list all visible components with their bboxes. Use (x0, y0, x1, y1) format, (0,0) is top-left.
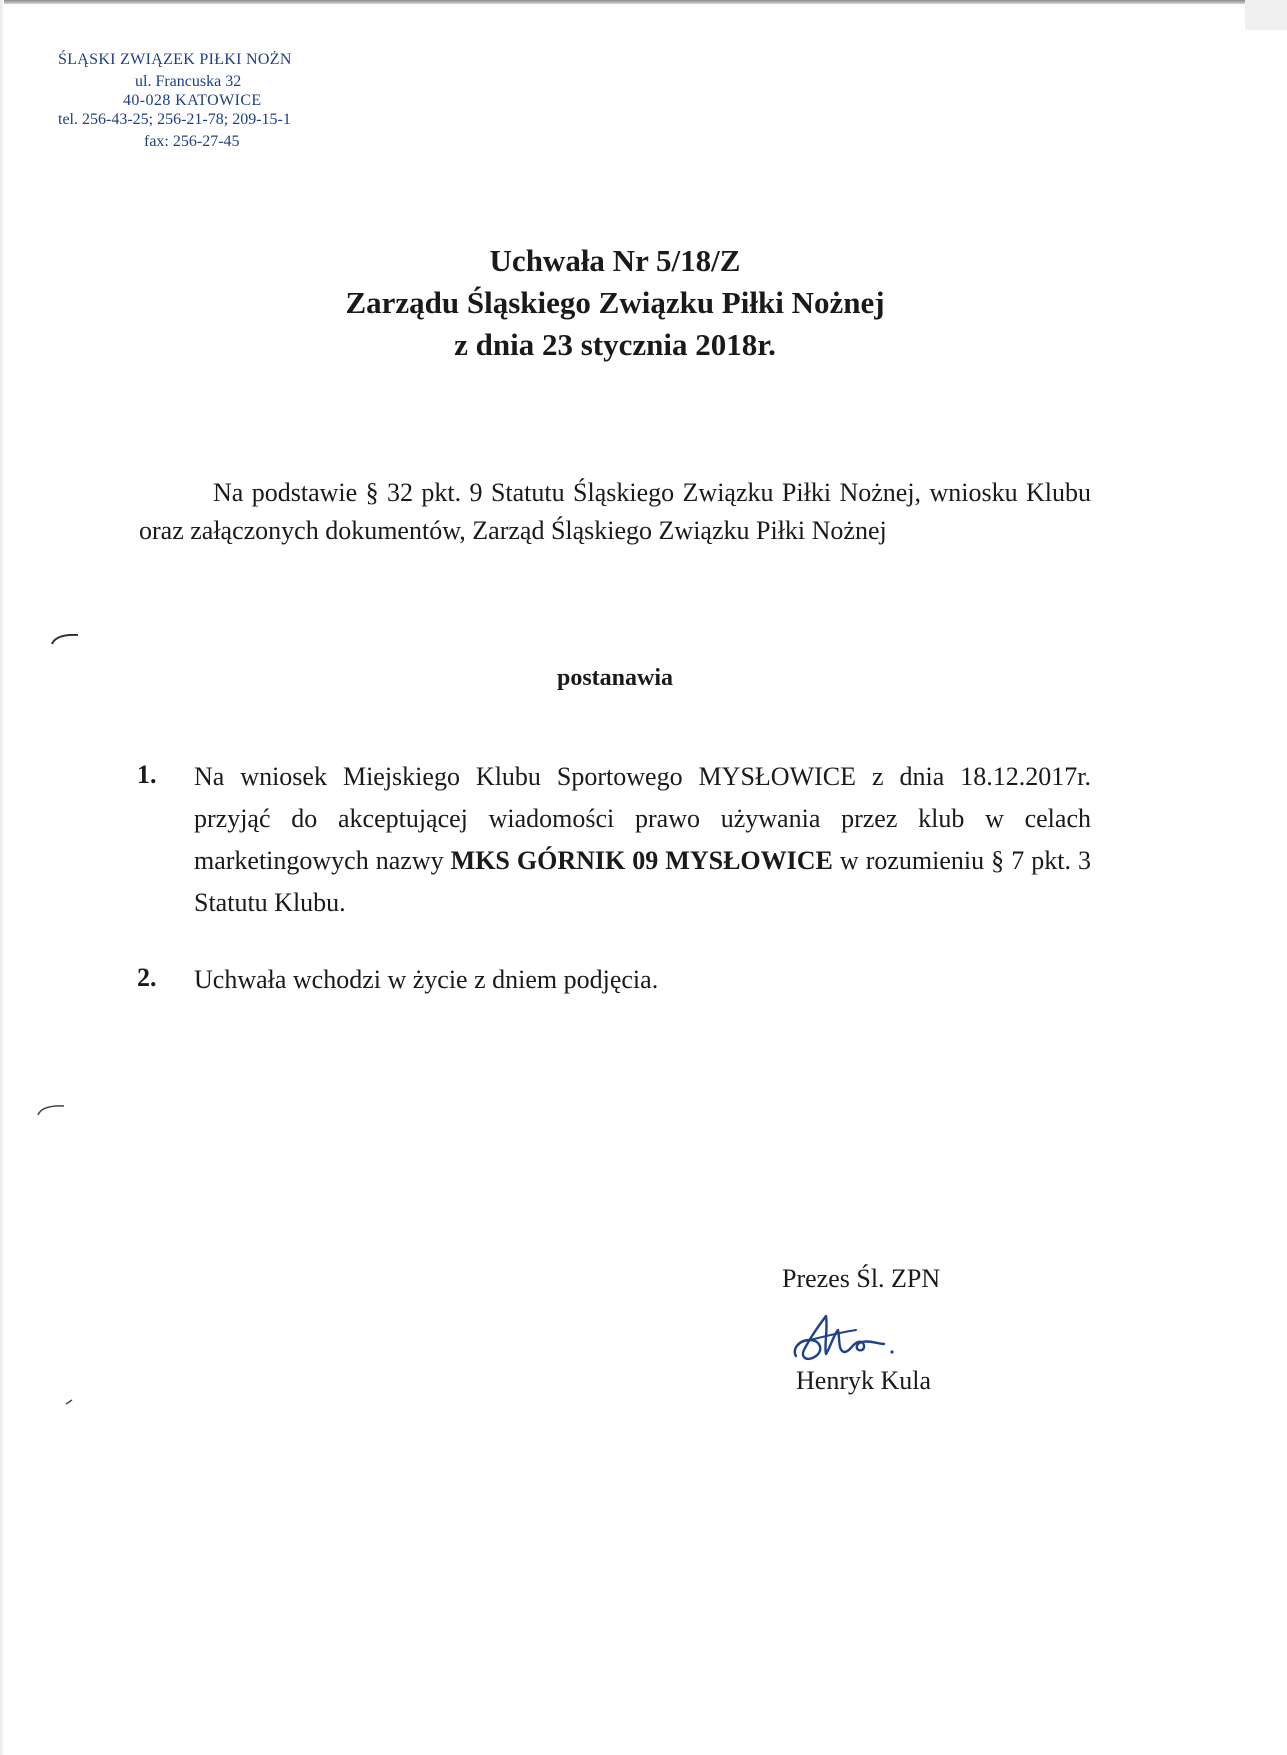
decision-heading: postanawia (556, 665, 674, 691)
resolution-date: z dnia 23 stycznia 2018r. (454, 327, 776, 362)
item-number: 2. (137, 963, 157, 992)
punch-hole-mark-bottom (36, 1103, 66, 1117)
resolution-issuer: Zarządu Śląskiego Związku Piłki Nożnej (345, 285, 885, 320)
item-text-before: Na wniosek Miejskiego Klubu Sportowego MYSŁOWICE z dnia 18.12.2017r. przyjąć do akceptującej wiadomości prawo używania przez klub w celach marketingowych nazwy (194, 762, 1091, 875)
stamp-city: 40-028 KATOWICE (123, 92, 262, 109)
punch-hole-mark-top (50, 632, 80, 646)
preamble-paragraph: Na podstawie § 32 pkt. 9 Statutu Śląskiego Związku Piłki Nożnej, wniosku Klubu oraz załączonych dokumentów, Zarząd Śląskiego Związku Piłki Nożnej (139, 478, 1091, 545)
stamp-fax: fax: 256-27-45 (144, 133, 240, 150)
handwritten-signature (790, 1310, 930, 1366)
item-number: 1. (137, 760, 157, 789)
resolution-number: Uchwała Nr 5/18/Z (489, 243, 741, 278)
item-text: Uchwała wchodzi w życie z dniem podjęcia. (194, 965, 659, 994)
stamp-organization-name: ŚLĄSKI ZWIĄZEK PIŁKI NOŻN (58, 51, 292, 68)
resolution-title (0, 240, 1230, 366)
scan-edge-top (0, 0, 1287, 4)
club-name: MKS GÓRNIK 09 MYSŁOWICE (450, 846, 833, 875)
scan-speck (64, 1394, 94, 1408)
item-text (194, 756, 1091, 924)
item-text-after: w rozumieniu § 7 pkt. 3 Statutu Klubu. (194, 846, 1091, 917)
scan-corner-shadow (1245, 0, 1287, 30)
signatory-role: Prezes Śl. ZPN (782, 1264, 941, 1293)
stamp-street: ul. Francuska 32 (135, 73, 242, 90)
stamp-telephone: tel. 256-43-25; 256-21-78; 209-15-1 (58, 111, 291, 128)
signatory-name: Henryk Kula (796, 1366, 932, 1395)
